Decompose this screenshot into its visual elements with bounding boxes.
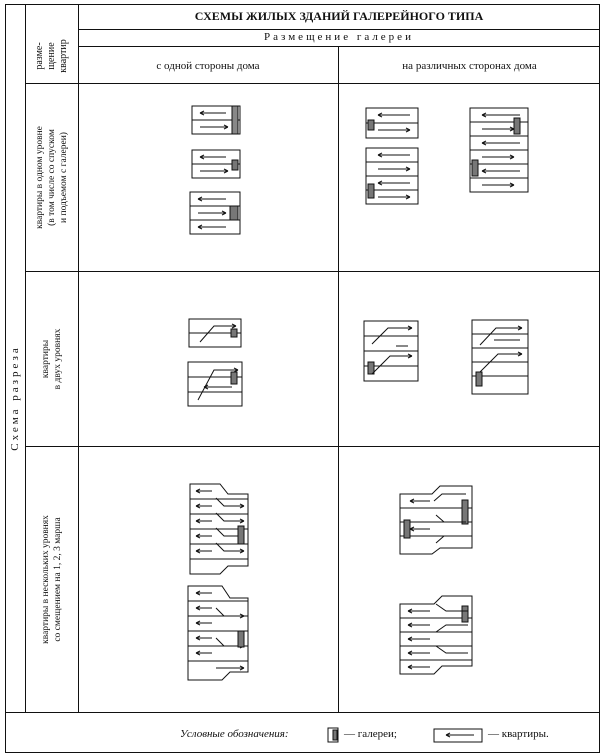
legend-apartment-text: — квартиры. [488, 728, 549, 740]
scheme-two-level-one-side-b [188, 362, 242, 406]
placement-header: Размещение галереи [264, 31, 414, 43]
scheme-single-level-one-side-c [190, 192, 240, 234]
scheme-multi-level-both-sides-a [400, 486, 472, 554]
row-label-two-level-line-1: квартиры [41, 339, 51, 379]
scheme-multi-level-one-side-b [188, 586, 248, 680]
row-label-single-level-line-1: квартиры в одном уровне [35, 126, 45, 229]
legend-label: Условные обозначения: [180, 728, 289, 740]
row-label-single-level [26, 84, 78, 271]
scheme-two-level-both-sides-b [472, 320, 528, 394]
legend-gallery-symbol [328, 728, 338, 742]
row-label-multi-level-line-1: квартиры в нескольких уровнях [41, 515, 51, 644]
scheme-single-level-one-side-b [192, 150, 240, 178]
apartment-placement-line-1: разме- [34, 42, 45, 70]
scheme-two-level-both-sides-a [364, 321, 418, 381]
column-one-side-header: с одной стороны дома [156, 60, 260, 72]
scheme-single-level-both-sides-a [366, 108, 418, 204]
page-title: СХЕМЫ ЖИЛЫХ ЗДАНИЙ ГАЛЕРЕЙНОГО ТИПА [194, 9, 484, 23]
legend-gallery-text: — галереи; [344, 728, 397, 740]
row-label-two-level-line-2: в двух уровнях [53, 328, 63, 390]
row-label-two-level [26, 272, 78, 446]
row-label-multi-level [26, 447, 78, 712]
section-scheme-side-label: Схема разреза [9, 345, 21, 451]
apartment-placement-line-2: щение [46, 42, 57, 70]
scheme-single-level-both-sides-b [470, 108, 528, 192]
scheme-single-level-one-side-a [192, 106, 240, 134]
scheme-two-level-one-side-a [189, 319, 241, 347]
row-label-multi-level-line-2: со смещением на 1, 2, 3 марша [53, 517, 63, 642]
apartment-placement-header [26, 29, 79, 83]
scheme-multi-level-both-sides-b [400, 596, 472, 674]
legend-apartment-symbol [434, 729, 482, 742]
row-label-single-level-line-3: и подъемом с галереи) [59, 132, 69, 223]
row-label-single-level-line-2: (в том числе со спуском [47, 129, 57, 226]
apartment-placement-line-3: квартир [58, 39, 69, 73]
scheme-multi-level-one-side-a [190, 484, 248, 574]
column-different-sides-header: на различных сторонах дома [402, 60, 537, 72]
